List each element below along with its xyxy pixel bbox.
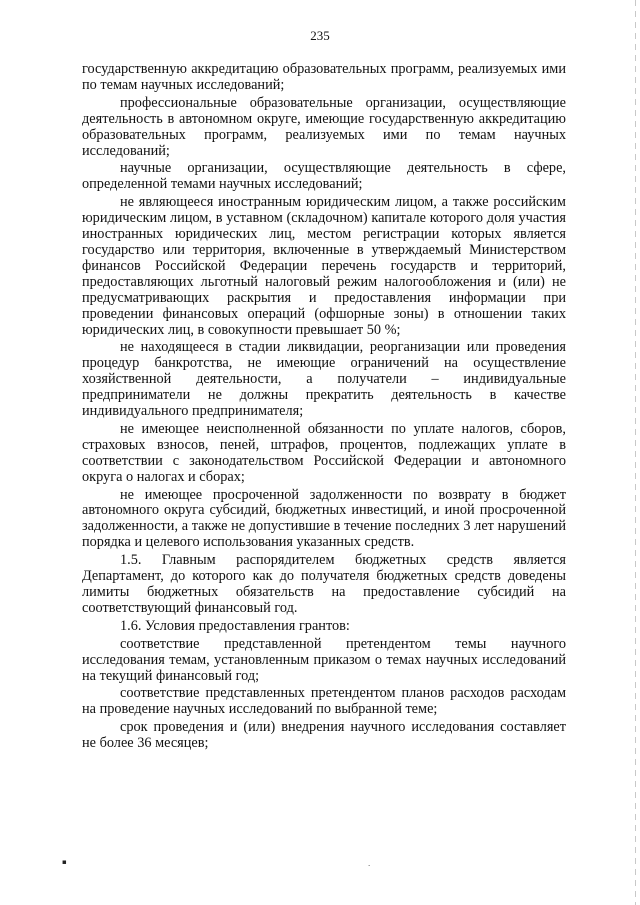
scan-edge-decoration (635, 0, 636, 905)
scan-speck: · (368, 862, 371, 870)
paragraph: срок проведения и (или) внедрения научного исследования составляет не более 36 месяцев; (82, 719, 566, 752)
paragraph: государственную аккредитацию образовательных программ, реализуемых ими по темам научных исследований; (82, 61, 566, 93)
paragraph: профессиональные образовательные организации, осуществляющие деятельность в автономном округе, имеющие государственную аккредитацию образовательных программ, реализуемых ими по темам научных исследований; (82, 94, 566, 159)
paragraph: не являющееся иностранным юридическим лицом, а также российским юридическим лицом, в уставном (складочном) капитале которого доля участия иностранных юридических лиц, местом регистрации которых является государство или территория, включенные в утверждаемый Министерством финансов Российской Федерации перечень государств и территорий, предоставляющих льготный налоговый режим налогообложения и (или) не предусматривающих раскрытия и предоставления информации при проведении финансовых операций (офшорные зоны) в отношении таких юридических лиц, в совокупности превышает 50 %; (82, 194, 566, 338)
paragraph: 1.6. Условия предоставления грантов: (120, 617, 350, 634)
paragraph: соответствие представленной претендентом темы научного исследования темам, установленным приказом о темах научных исследований на текущий финансовый год; (82, 635, 566, 684)
paragraph: не имеющее неисполненной обязанности по уплате налогов, сборов, страховых взносов, пеней, штрафов, процентов, подлежащих уплате в соответствии с законодательством Российской Федерации и автономного округа о налогах и сборах; (82, 420, 566, 485)
document-body (82, 62, 566, 754)
paragraph: научные организации, осуществляющие деятельность в сфере, определенной темами научных исследований; (82, 160, 566, 193)
paragraph: 1.5. Главным распорядителем бюджетных средств является Департамент, до которого как до получателя бюджетных средств доведены лимиты бюджетных обязательств на предоставление субсидий на соответствующий финансовый год. (82, 552, 566, 616)
scan-speck: ▪ (62, 858, 67, 866)
paragraph: соответствие представленных претендентом планов расходов расходам на проведение научных исследований по выбранной теме; (82, 685, 566, 718)
paragraph: не имеющее просроченной задолженности по возврату в бюджет автономного округа субсидий, бюджетных инвестиций, и иной просроченной задолженности, а также не допустившие в течение последних 3 лет нарушений порядка и целевого использования указанных средств. (82, 486, 566, 551)
page-number: 235 (310, 28, 330, 43)
paragraph: не находящееся в стадии ликвидации, реорганизации или проведения процедур банкротства, не имеющие ограничений на осуществление хозяйственной деятельности, а получатели – индивидуальные предприниматели не должны прекратить деятельность в качестве индивидуального предпринимателя; (82, 339, 566, 420)
